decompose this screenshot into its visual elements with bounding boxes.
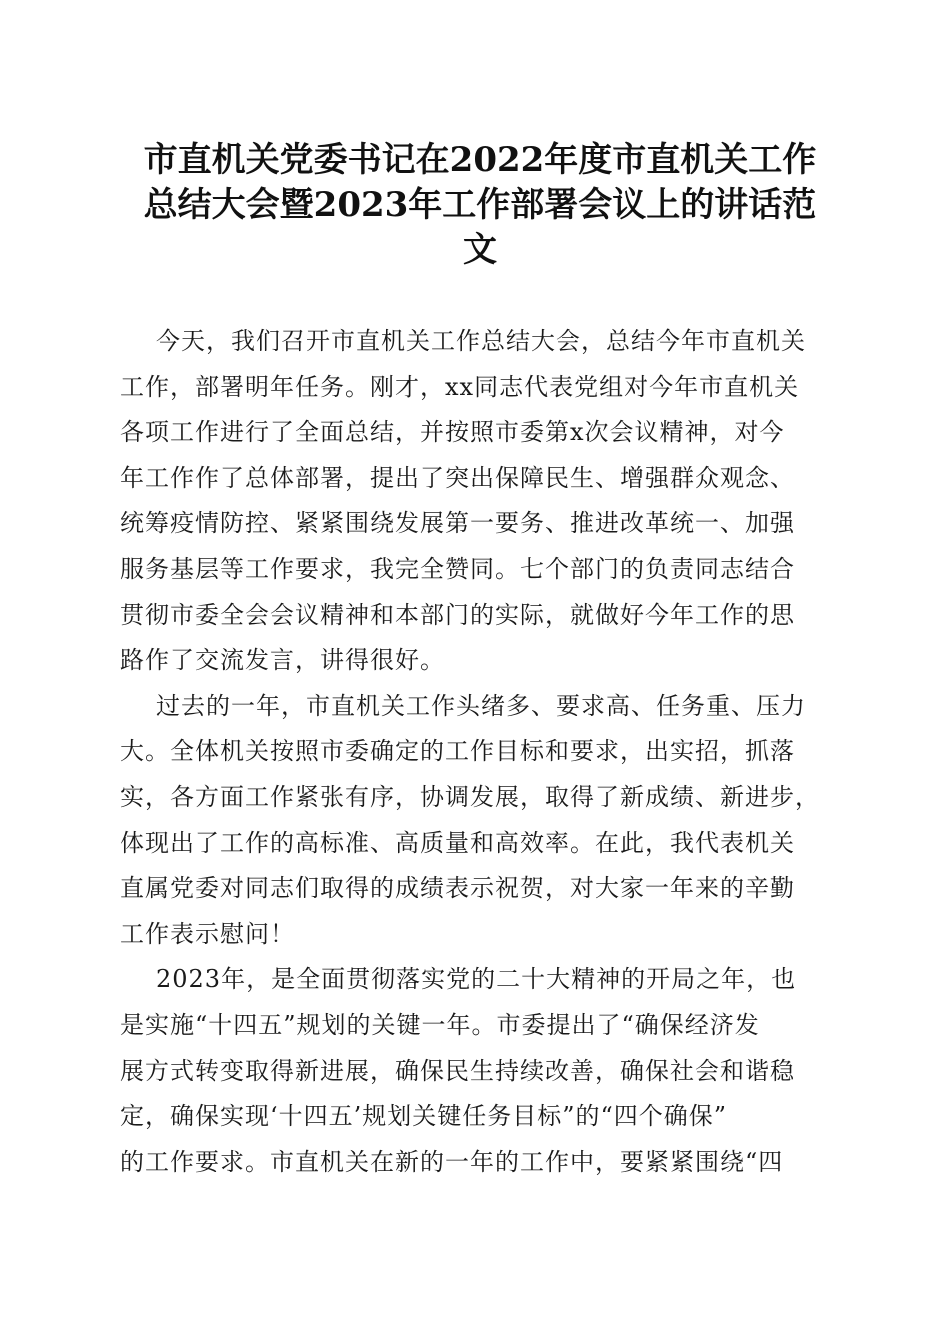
text-line: 过去的一年，市直机关工作头绪多、要求高、任务重、压力 — [156, 691, 806, 720]
title-line: 市直机关党委书记在2022年度市直机关工作 — [143, 140, 817, 180]
paragraph-2 — [120, 684, 835, 958]
paragraph-3 — [120, 957, 835, 1185]
text-line: 展方式转变取得新进展，确保民生持续改善，确保社会和谐稳 — [120, 1056, 795, 1085]
text-line: 工作，部署明年任务。刚才，xx同志代表党组对今年市直机关 — [120, 372, 800, 401]
text-line: 实，各方面工作紧张有序，协调发展，取得了新成绩、新进步， — [120, 782, 820, 811]
text-line: 工作表示慰问！ — [120, 919, 295, 948]
text-line: 年工作作了总体部署，提出了突出保障民生、增强群众观念、 — [120, 463, 795, 492]
text-line: 体现出了工作的高标准、高质量和高效率。在此，我代表机关 — [120, 828, 795, 857]
text-line: 定，确保实现‘十四五’规划关键任务目标”的“四个确保” — [120, 1102, 728, 1131]
paragraph-1 — [120, 319, 835, 684]
text-line: 直属党委对同志们取得的成绩表示祝贺，对大家一年来的辛勤 — [120, 874, 795, 903]
text-line: 统筹疫情防控、紧紧围绕发展第一要务、推进改革统一、加强 — [120, 509, 795, 538]
text-line: 大。全体机关按照市委确定的工作目标和要求，出实招，抓落 — [120, 737, 795, 766]
text-line: 服务基层等工作要求，我完全赞同。七个部门的负责同志结合 — [120, 554, 795, 583]
text-line: 是实施“十四五”规划的关键一年。市委提出了“确保经济发 — [120, 1010, 760, 1039]
text-line: 的工作要求。市直机关在新的一年的工作中，要紧紧围绕“四 — [120, 1147, 784, 1176]
text-line: 2023年，是全面贯彻落实党的二十大精神的开局之年，也 — [156, 965, 797, 994]
document-title — [110, 138, 850, 273]
text-line: 路作了交流发言，讲得很好。 — [120, 646, 445, 675]
text-line: 今天，我们召开市直机关工作总结大会，总结今年市直机关 — [156, 327, 806, 355]
text-line: 贯彻市委全会会议精神和本部门的实际，就做好今年工作的思 — [120, 600, 795, 629]
title-line: 总结大会暨2023年工作部署会议上的讲话范 — [143, 185, 817, 225]
title-line: 文 — [463, 230, 497, 270]
text-line: 各项工作进行了全面总结，并按照市委第x次会议精神，对今 — [120, 418, 785, 447]
document-body — [120, 319, 835, 1185]
